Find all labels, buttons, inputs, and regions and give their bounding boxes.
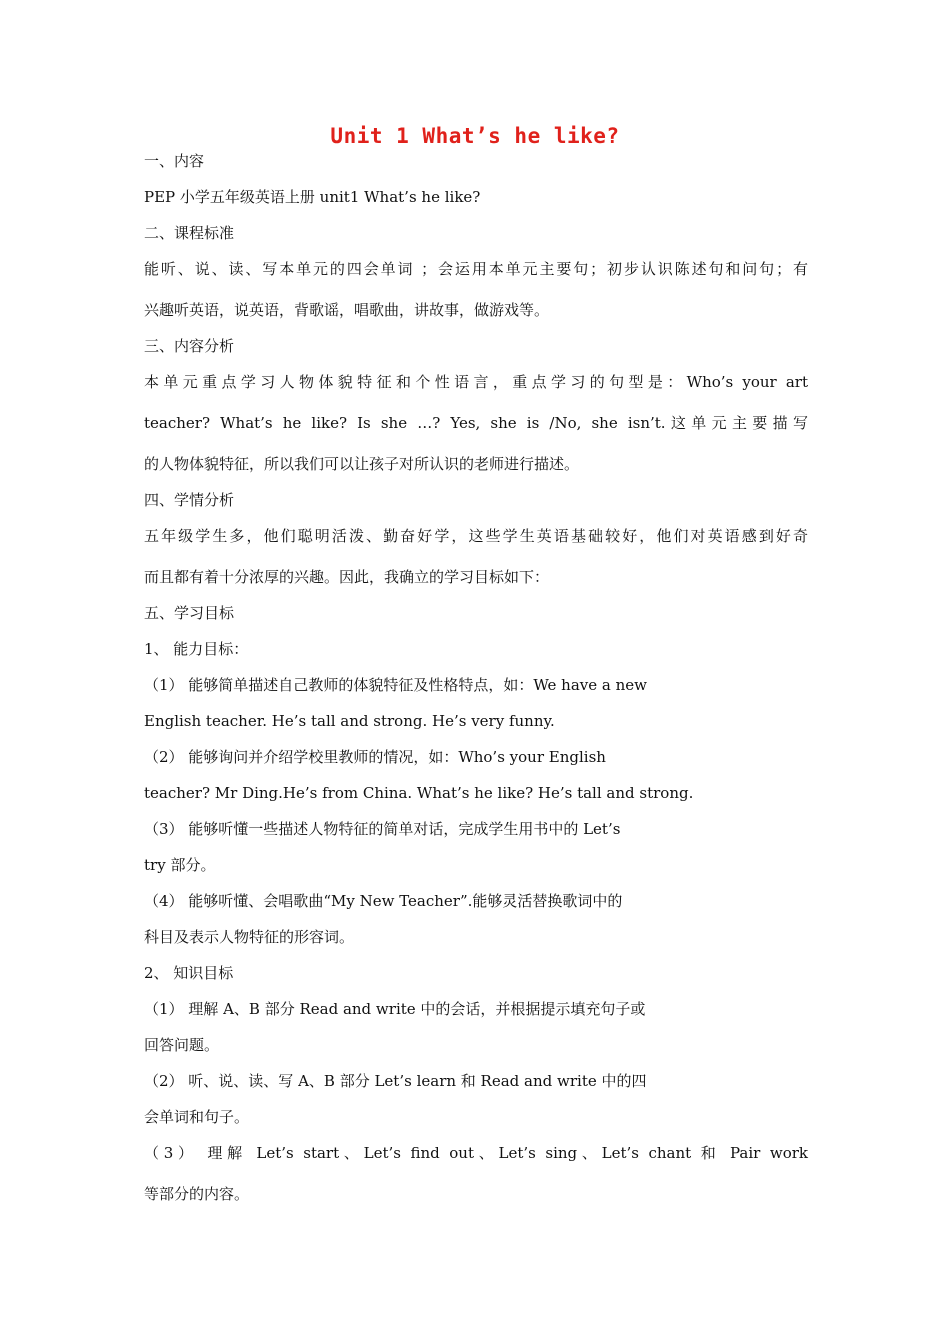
- paragraph-line: 五年级学生多，他们聪明活泼、勤奋好学，这些学生英语基础较好，他们对英语感到好奇: [144, 527, 808, 545]
- subheading-ability-goals: 1、 能力目标：: [144, 640, 249, 658]
- content-text: PEP 小学五年级英语上册 unit1 What’s he like?: [144, 188, 481, 206]
- section-heading-content: 一、内容: [144, 152, 205, 170]
- list-item: （1） 理解 A、B 部分 Read and write 中的会话，并根据提示填充句子或: [144, 1000, 646, 1018]
- list-item: （1） 能够简单描述自己教师的体貌特征及性格特点，如：We have a new: [144, 676, 647, 694]
- list-item-continuation: 科目及表示人物特征的形容词。: [144, 928, 355, 946]
- section-heading-goals: 五、学习目标: [144, 604, 235, 622]
- list-item-continuation: English teacher. He’s tall and strong. He’s very funny.: [144, 712, 555, 730]
- paragraph-line: 的人物体貌特征，所以我们可以让孩子对所认识的老师进行描述。: [144, 455, 580, 473]
- paragraph-line: 而且都有着十分浓厚的兴趣。因此，我确立的学习目标如下：: [144, 568, 550, 586]
- list-item-continuation: teacher? Mr Ding.He’s from China. What’s he like? He’s tall and strong.: [144, 784, 694, 802]
- paragraph-line: 兴趣听英语，说英语，背歌谣，唱歌曲，讲故事，做游戏等。: [144, 301, 550, 319]
- list-item: （4） 能够听懂、会唱歌曲“My New Teacher”.能够灵活替换歌词中的: [144, 892, 623, 910]
- list-item: （2） 能够询问并介绍学校里教师的情况，如：Who’s your English: [144, 748, 606, 766]
- section-heading-learners: 四、学情分析: [144, 491, 235, 509]
- document-title: Unit 1 What’s he like?: [330, 124, 620, 148]
- paragraph-line: 能听、说、读、写本单元的四会单词 ；会运用本单元主要句；初步认识陈述句和问句；有: [144, 260, 808, 278]
- list-item: （3） 理解 Let’s start、Let’s find out、Let’s sing、Let’s chant 和 Pair work: [144, 1144, 808, 1162]
- list-item-continuation: 回答问题。: [144, 1036, 220, 1054]
- section-heading-analysis: 三、内容分析: [144, 337, 235, 355]
- list-item: （2） 听、说、读、写 A、B 部分 Let’s learn 和 Read and write 中的四: [144, 1072, 647, 1090]
- paragraph-line: teacher? What’s he like? Is she …? Yes, she is /No, she isn’t.这单元主要描写: [144, 414, 808, 432]
- subheading-knowledge-goals: 2、 知识目标: [144, 964, 234, 982]
- list-item-continuation: 等部分的内容。: [144, 1185, 250, 1203]
- list-item: （3） 能够听懂一些描述人物特征的简单对话，完成学生用书中的 Let’s: [144, 820, 621, 838]
- section-heading-standards: 二、课程标准: [144, 224, 235, 242]
- paragraph-line: 本单元重点学习人物体貌特征和个性语言，重点学习的句型是：Who’s your art: [144, 373, 808, 391]
- list-item-continuation: 会单词和句子。: [144, 1108, 250, 1126]
- list-item-continuation: try 部分。: [144, 856, 216, 874]
